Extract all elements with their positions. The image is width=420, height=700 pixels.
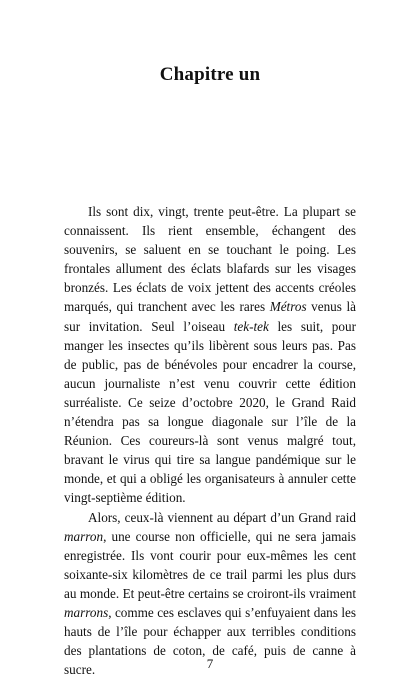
page-number: 7	[206, 656, 214, 671]
text-run: , comme ces esclaves qui s’enfuyaient dans les hauts de l’île pour échapper aux terribles conditions des plantations de coton, de café, puis de canne à sucre.	[64, 604, 356, 678]
text-run-italic: Métros	[269, 299, 307, 315]
paragraph-2	[64, 508, 356, 680]
text-run-italic: marrons	[64, 604, 109, 620]
chapter-title: Chapitre un	[159, 64, 261, 85]
paragraph-1	[64, 202, 356, 508]
text-run-italic: marron	[64, 528, 104, 544]
text-run: Ils sont dix, vingt, trente peut-être. La plupart se connaissent. Ils rient ensemble, échangent des souvenirs, se saluent en se touchant le poing. Les frontales allument des éclats blafards sur les visages bronzés. Les éclats de voix jettent des accents créoles marqués, qui tranchent avec les rares	[64, 204, 356, 315]
text-run-italic: tek-tek	[233, 318, 269, 334]
text-run: , une course non officielle, qui ne sera jamais enregistrée. Ils vont courir pour eux-mêmes les cent soixante-six kilomètres de ce trail parmi les plus durs au monde. Et peut-être certains se croiront-ils vraiment	[64, 528, 356, 601]
chapter-body	[64, 202, 356, 679]
text-run: venus là sur invitation. Seul l’oiseau	[64, 299, 356, 334]
text-run: les suit, pour manger les insectes qu’ils libèrent sous leurs pas. Pas de public, pas de bénévoles pour encadrer la course, aucun journaliste n’est venu couvrir cette édition surréaliste. Ce seize d’octobre 2020, le Grand Raid n’étendra pas sa longue diagonale sur l’île de la Réunion. Ces coureurs-là sont venus malgré tout, bravant le virus qui tire sa langue pandémique sur le monde, et qui a obligé les organisateurs à annuler cette vingt-septième édition.	[64, 318, 356, 506]
text-run: Alors, ceux-là viennent au départ d’un Grand raid	[88, 509, 356, 525]
